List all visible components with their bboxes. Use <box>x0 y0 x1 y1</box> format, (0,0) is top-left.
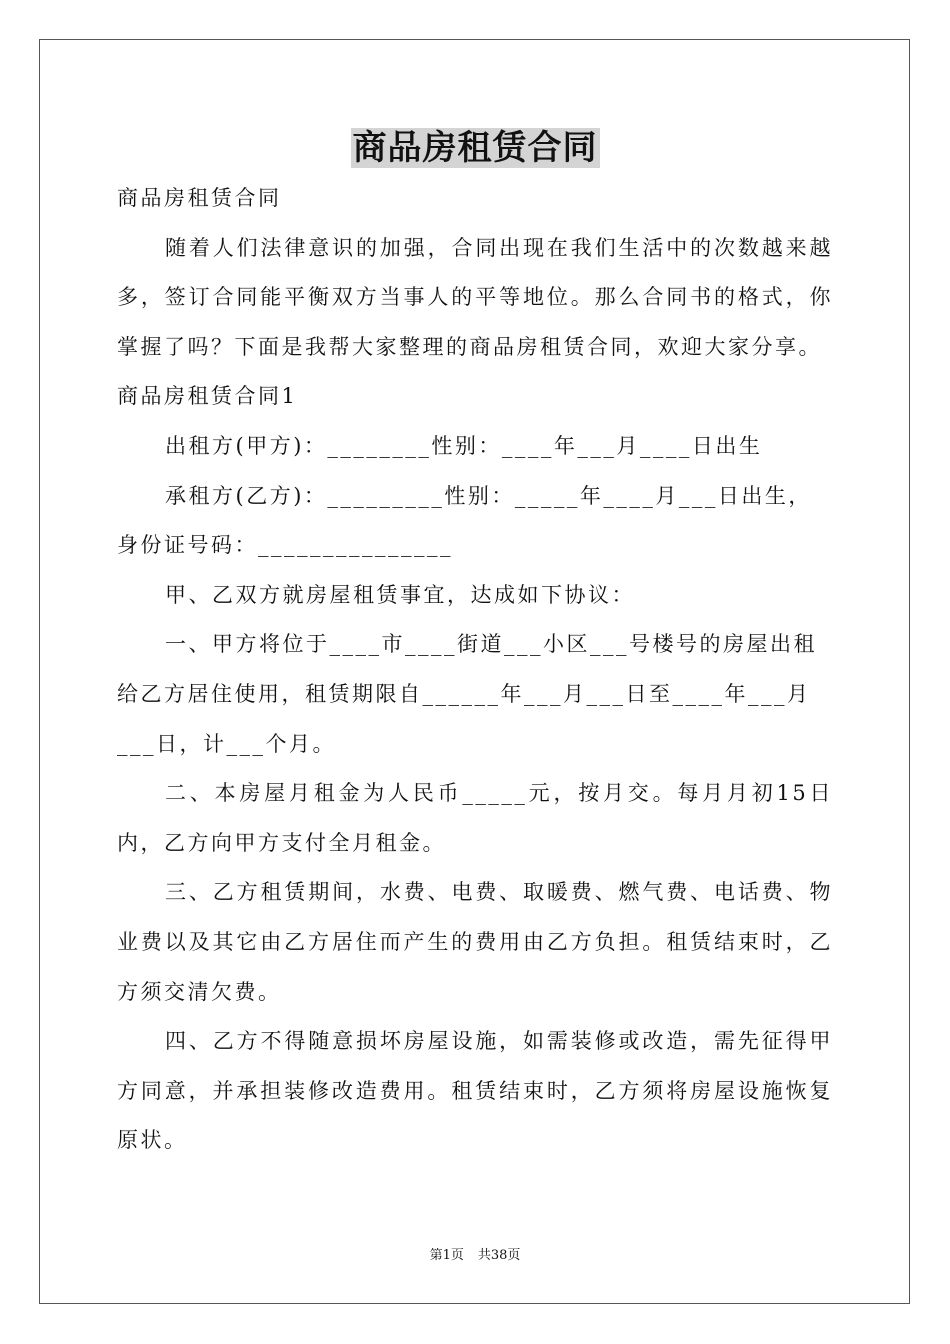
paragraph-lessor: 出租方(甲方)：________性别：____年___月____日出生 <box>165 433 763 458</box>
paragraph-agreement: 甲、乙双方就房屋租赁事宜，达成如下协议： <box>165 582 635 607</box>
footer-total-pages: 共38页 <box>477 1248 521 1263</box>
paragraph-lessee: 承租方(乙方)：_________性别：_____年____月___日出生，身份证号码：_______________ <box>117 483 812 558</box>
document-body <box>117 174 833 1166</box>
paragraph-clause-1: 一、甲方将位于____市____街道___小区___号楼号的房屋出租给乙方居住使用，租赁期限自______年___月___日至____年___月___日，计___个月。 <box>117 632 817 756</box>
paragraph-clause-3: 三、乙方租赁期间，水费、电费、取暖费、燃气费、电话费、物业费以及其它由乙方居住而产生的费用由乙方负担。租赁结束时，乙方须交清欠费。 <box>117 880 833 1004</box>
paragraph-clause-4: 四、乙方不得随意损坏房屋设施，如需装修或改造，需先征得甲方同意，并承担装修改造费用。租赁结束时，乙方须将房屋设施恢复原状。 <box>117 1029 833 1153</box>
footer-page-number: 第1页 <box>429 1248 464 1263</box>
paragraph-clause-2: 二、本房屋月租金为人民币_____元，按月交。每月月初15日内，乙方向甲方支付全月租金。 <box>117 781 833 855</box>
paragraph-intro: 随着人们法律意识的加强，合同出现在我们生活中的次数越来越多，签订合同能平衡双方当事人的平等地位。那么合同书的格式，你掌握了吗？下面是我帮大家整理的商品房租赁合同，欢迎大家分享。 <box>117 235 833 359</box>
page-footer <box>0 1248 950 1264</box>
document-title: 商品房租赁合同 <box>352 128 598 168</box>
paragraph-subtitle: 商品房租赁合同 <box>117 186 282 210</box>
paragraph-section-heading: 商品房租赁合同1 <box>117 384 298 409</box>
title-block <box>0 128 950 168</box>
